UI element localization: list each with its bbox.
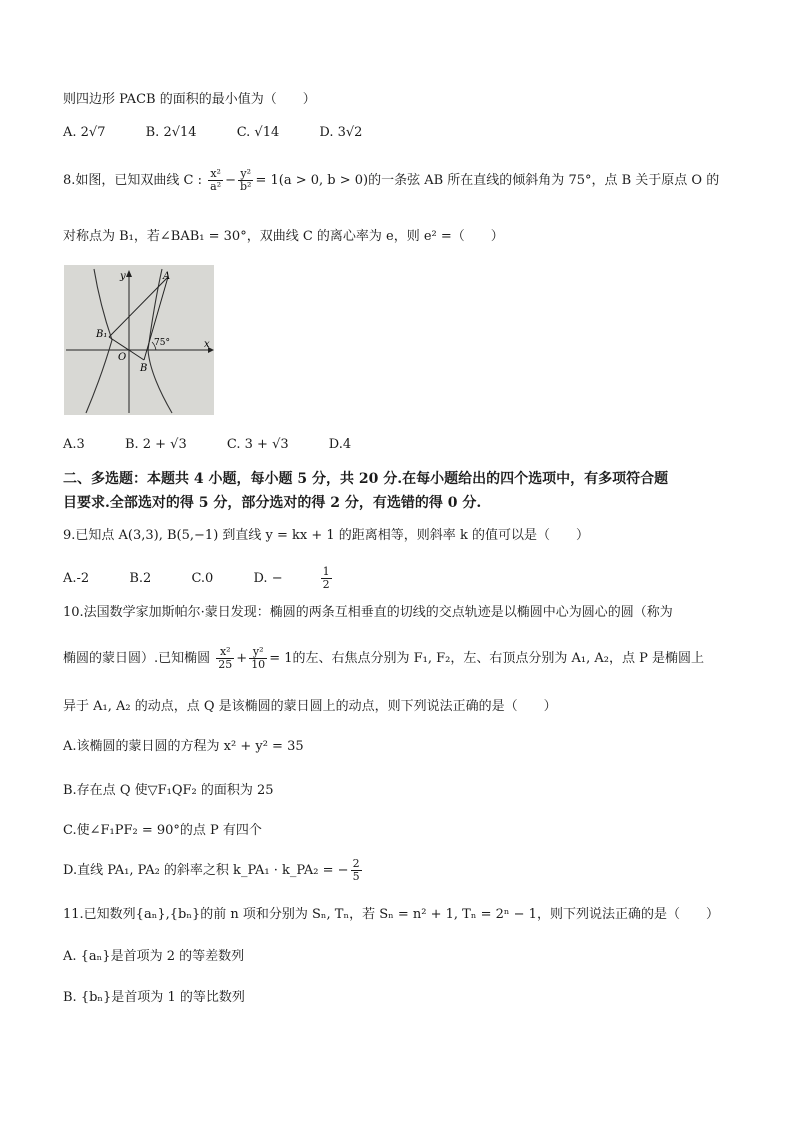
q9-option-d-prefix: D. − xyxy=(253,571,283,586)
q8-option-c: C. 3 + √3 xyxy=(226,437,289,452)
q8-stem-text-a: 8.如图，已知双曲线 C : xyxy=(63,173,202,188)
q9-options xyxy=(63,566,754,591)
q10-option-d-frac xyxy=(351,858,362,883)
q9-d-den: 2 xyxy=(322,578,330,591)
q9-option-d-frac xyxy=(321,566,368,591)
q10-option-c: C.使∠F₁PF₂ = 90°的点 P 有四个 xyxy=(63,823,262,838)
q8-frac1-num: x² xyxy=(208,168,223,181)
q7-option-c: C. √14 xyxy=(236,125,280,140)
q8-frac2-den: b² xyxy=(240,180,252,193)
q9-option-c: C.0 xyxy=(191,571,214,586)
q10-ellipse-frac-y xyxy=(249,646,267,671)
q7-option-b: B. 2√14 xyxy=(145,125,197,140)
q7-option-a: A. 2√7 xyxy=(63,125,106,140)
section2-heading-line1: 二、多选题：本题共 4 小题，每小题 5 分，共 20 分.在每小题给出的四个选项中，有多项符合题 xyxy=(63,471,669,487)
q11-option-b: B. {bₙ}是首项为 1 的等比数列 xyxy=(63,990,245,1005)
q10-eden1: 25 xyxy=(218,658,233,671)
q10-option-b: B.存在点 Q 使▽F₁QF₂ 的面积为 25 xyxy=(63,783,274,798)
q10-d-den: 5 xyxy=(352,870,360,883)
q9-option-d xyxy=(253,566,403,591)
fig-label-x: x xyxy=(204,339,210,350)
hyperbola-figure xyxy=(64,265,214,415)
q8-option-b: B. 2 + √3 xyxy=(124,437,187,452)
fig-label-B: B xyxy=(140,363,148,374)
q9-option-a: A.-2 xyxy=(63,571,90,586)
q10-enum1: x² xyxy=(216,646,234,659)
q7-option-d: D. 3√2 xyxy=(319,125,363,140)
fig-label-O: O xyxy=(118,352,127,363)
hyperbola-diagram xyxy=(64,265,214,415)
q9-stem: 9.已知点 A(3,3), B(5,−1) 到直线 y = kx + 1 的距离相等，则斜率 k 的值可以是（ ） xyxy=(63,528,589,543)
q8-frac1-den: a² xyxy=(210,180,222,193)
fig-label-B1: B₁ xyxy=(96,329,108,340)
q10-option-d-text: D.直线 PA₁, PA₂ 的斜率之积 k_PA₁ · k_PA₂ = − xyxy=(63,863,349,878)
q8-fraction-y xyxy=(238,168,253,193)
q11-stem: 11.已知数列{aₙ},{bₙ}的前 n 项和分别为 Sₙ, Tₙ，若 Sₙ = n² + 1, Tₙ = 2ⁿ − 1，则下列说法正确的是（ ） xyxy=(63,907,719,922)
q8-minus: − xyxy=(225,173,237,188)
q10-line2-text-b: = 1的左、右焦点分别为 F₁, F₂，左、右顶点分别为 A₁, A₂，点 P 是椭圆上 xyxy=(269,651,704,666)
q11-option-a: A. {aₙ}是首项为 2 的等差数列 xyxy=(63,949,245,964)
q8-stem-text-b: = 1(a > 0, b > 0)的一条弦 AB 所在直线的倾斜角为 75°，点 B 关于原点 O 的 xyxy=(255,173,720,188)
fig-label-A: A xyxy=(163,271,171,282)
q7-stem: 则四边形 PACB 的面积的最小值为（ ） xyxy=(63,92,316,107)
q10-line3: 异于 A₁, A₂ 的动点，点 Q 是该椭圆的蒙日圆上的动点，则下列说法正确的是（ ） xyxy=(63,699,557,714)
q10-enum2: y² xyxy=(249,646,267,659)
q8-option-d: D.4 xyxy=(328,437,352,452)
q8-stem-line2: 对称点为 B₁，若∠BAB₁ = 30°，双曲线 C 的离心率为 e，则 e² =（ ） xyxy=(63,229,504,244)
q8-option-a: A.3 xyxy=(63,437,85,452)
q9-d-num: 1 xyxy=(322,565,330,578)
q10-line2 xyxy=(63,646,754,671)
q7-options xyxy=(63,124,754,142)
q10-option-d xyxy=(63,858,754,883)
q8-options xyxy=(63,436,754,454)
q9-option-b: B.2 xyxy=(129,571,152,586)
fig-label-y: y xyxy=(120,271,126,282)
q10-option-a: A.该椭圆的蒙日圆的方程为 x² + y² = 35 xyxy=(63,739,304,754)
fig-label-angle: 75° xyxy=(154,338,170,348)
q10-d-num: 2 xyxy=(352,857,360,870)
q10-line2-text-a: 椭圆的蒙日圆）.已知椭圆 xyxy=(63,651,211,666)
q10-plus: + xyxy=(236,651,248,666)
q10-ellipse-frac-x xyxy=(216,646,234,671)
section2-heading-line2: 目要求.全部选对的得 5 分，部分选对的得 2 分，有选错的得 0 分. xyxy=(63,495,482,511)
q8-frac2-num: y² xyxy=(238,168,253,181)
q8-fraction-x xyxy=(208,168,223,193)
q8-stem-line1 xyxy=(63,168,754,193)
q10-eden2: 10 xyxy=(251,658,266,671)
q10-line1: 10.法国数学家加斯帕尔·蒙日发现：椭圆的两条互相垂直的切线的交点轨迹是以椭圆中心为圆心的圆（称为 xyxy=(63,605,673,620)
